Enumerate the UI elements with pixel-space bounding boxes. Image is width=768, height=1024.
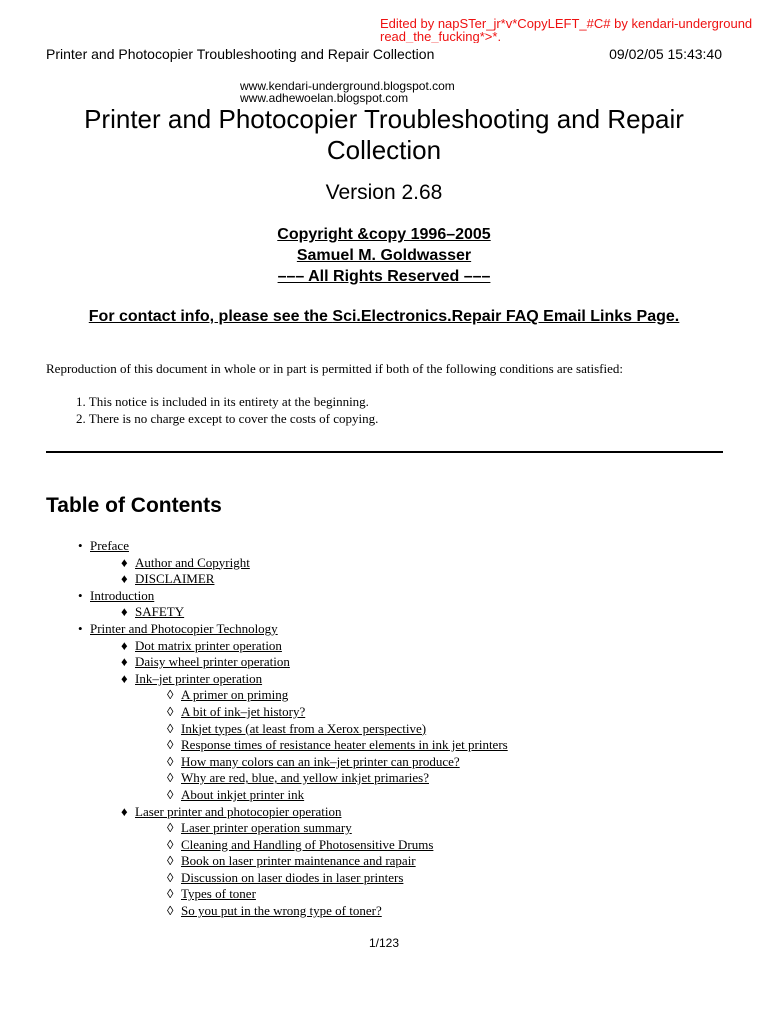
condition-item: 2. There is no charge except to cover the costs of copying.	[76, 411, 379, 426]
lozenge-bullet-icon: ◊	[167, 853, 174, 869]
toc-link[interactable]: A bit of ink–jet history?	[181, 703, 306, 719]
toc-item	[0, 721, 768, 738]
horizontal-rule	[46, 451, 723, 453]
watermark-line-2: read_the_fucking*>*.	[380, 29, 502, 43]
toc-item	[0, 770, 768, 787]
document-version: Version 2.68	[325, 181, 443, 204]
url-line-2: www.adhewoelan.blogspot.com	[240, 91, 409, 105]
toc-item	[0, 853, 768, 870]
toc-item	[0, 638, 768, 655]
lozenge-bullet-icon: ◊	[167, 786, 174, 802]
toc-item	[0, 687, 768, 704]
toc-item	[0, 754, 768, 771]
toc-item	[0, 903, 768, 920]
edited-watermark	[380, 17, 768, 43]
toc-link[interactable]: Cleaning and Handling of Photosensitive Drums	[181, 836, 434, 852]
toc-item	[0, 820, 768, 837]
author-line: Samuel M. Goldwasser	[296, 247, 472, 264]
toc-item	[0, 804, 768, 821]
diamond-bullet-icon: ♦	[121, 604, 128, 620]
watermark-line-1: Edited by napSTer_jr*v*CopyLEFT_#C# by kendari-underground	[380, 17, 753, 31]
bullet-icon: •	[78, 538, 83, 553]
toc-item	[0, 737, 768, 754]
toc-item	[0, 538, 768, 555]
toc-link[interactable]: Preface	[90, 538, 129, 553]
conditions-list	[76, 393, 378, 427]
toc-link[interactable]: Author and Copyright	[135, 554, 250, 570]
diamond-bullet-icon: ♦	[121, 554, 128, 570]
toc-link[interactable]: Why are red, blue, and yellow inkjet primaries?	[181, 770, 429, 786]
header-datetime: 09/02/05 15:43:40	[609, 46, 722, 62]
toc-link[interactable]: SAFETY	[135, 604, 185, 620]
diamond-bullet-icon: ♦	[121, 571, 128, 587]
toc-link[interactable]: How many colors can an ink–jet printer can produce?	[181, 753, 460, 769]
toc-item	[0, 870, 768, 887]
toc-link[interactable]: Discussion on laser diodes in laser printers	[181, 869, 404, 885]
toc-link[interactable]: Dot matrix printer operation	[135, 637, 282, 653]
toc-link[interactable]: Laser printer and photocopier operation	[135, 803, 342, 819]
toc-link[interactable]: Book on laser printer maintenance and rapair	[181, 853, 416, 869]
toc-link[interactable]: Daisy wheel printer operation	[135, 654, 290, 670]
diamond-bullet-icon: ♦	[121, 803, 128, 819]
toc-item	[0, 571, 768, 588]
lozenge-bullet-icon: ◊	[167, 903, 174, 919]
lozenge-bullet-icon: ◊	[167, 753, 174, 769]
toc-item	[0, 886, 768, 903]
url-line-1: www.kendari-underground.blogspot.com	[240, 79, 455, 93]
toc-item	[0, 555, 768, 572]
site-urls	[240, 80, 455, 104]
toc-link[interactable]: Types of toner	[181, 886, 256, 902]
lozenge-bullet-icon: ◊	[167, 836, 174, 852]
toc-link[interactable]: DISCLAIMER	[135, 571, 215, 587]
reproduction-notice: Reproduction of this document in whole or in part is permitted if both of the following conditions are satisfied:	[46, 361, 623, 376]
copyright-block	[0, 224, 768, 287]
diamond-bullet-icon: ♦	[121, 637, 128, 653]
lozenge-bullet-icon: ◊	[167, 720, 174, 736]
toc-item	[0, 588, 768, 605]
lozenge-bullet-icon: ◊	[167, 770, 174, 786]
toc-link[interactable]: Laser printer operation summary	[181, 820, 352, 836]
toc-item	[0, 671, 768, 688]
lozenge-bullet-icon: ◊	[167, 703, 174, 719]
table-of-contents	[0, 538, 768, 920]
toc-link[interactable]: Printer and Photocopier Technology	[90, 620, 278, 636]
lozenge-bullet-icon: ◊	[167, 886, 174, 902]
diamond-bullet-icon: ♦	[121, 654, 128, 670]
bullet-icon: •	[78, 587, 83, 603]
bullet-icon: •	[78, 620, 83, 636]
toc-link[interactable]: About inkjet printer ink	[181, 786, 305, 802]
toc-link[interactable]: So you put in the wrong type of toner?	[181, 903, 382, 919]
toc-link[interactable]: Response times of resistance heater elements in ink jet printers	[181, 737, 508, 753]
toc-item	[0, 837, 768, 854]
condition-item: 1. This notice is included in its entirety at the beginning.	[76, 394, 369, 409]
toc-link[interactable]: Ink–jet printer operation	[135, 670, 263, 686]
lozenge-bullet-icon: ◊	[167, 687, 174, 703]
document-title: Printer and Photocopier Troubleshooting and Repair Collection	[84, 104, 684, 165]
diamond-bullet-icon: ♦	[121, 670, 128, 686]
toc-item	[0, 787, 768, 804]
lozenge-bullet-icon: ◊	[167, 737, 174, 753]
contact-line	[0, 308, 768, 326]
toc-item	[0, 654, 768, 671]
toc-link[interactable]: A primer on priming	[181, 687, 289, 703]
toc-heading: Table of Contents	[46, 494, 222, 517]
lozenge-bullet-icon: ◊	[167, 820, 174, 836]
toc-link[interactable]: Inkjet types (at least from a Xerox perspective)	[181, 720, 427, 736]
page-number: 1/123	[368, 936, 400, 950]
rights-line: ––– All Rights Reserved –––	[277, 268, 491, 285]
header-title: Printer and Photocopier Troubleshooting and Repair Collection	[46, 46, 435, 62]
email-links-page-link[interactable]: Sci.Electronics.Repair FAQ Email Links Page.	[332, 308, 680, 325]
toc-item	[0, 604, 768, 621]
toc-item	[0, 704, 768, 721]
contact-prefix: For contact info, please see the	[88, 308, 333, 325]
copyright-line: Copyright &copy 1996–2005	[277, 226, 491, 243]
toc-link[interactable]: Introduction	[90, 587, 155, 603]
lozenge-bullet-icon: ◊	[167, 869, 174, 885]
toc-item	[0, 621, 768, 638]
